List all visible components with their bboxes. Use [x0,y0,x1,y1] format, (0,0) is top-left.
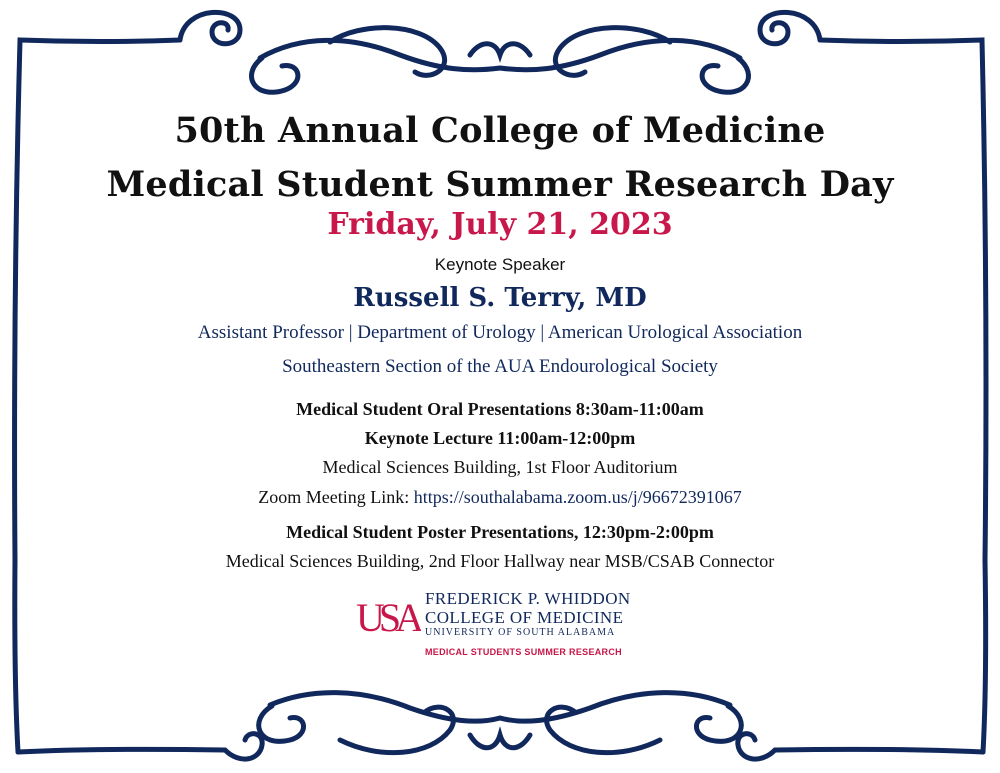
usa-monogram-text: USA [356,595,419,639]
zoom-link[interactable]: https://southalabama.zoom.us/j/96672391067 [413,487,742,507]
event-title-line2: Medical Student Summer Research Day [106,164,894,205]
zoom-label: Zoom Meeting Link: [258,487,414,507]
location-auditorium: Medical Sciences Building, 1st Floor Auditorium [322,457,678,477]
keynote-lecture: Keynote Lecture 11:00am-12:00pm [364,428,636,448]
zoom-line [0,487,1000,508]
college-name-line1: FREDERICK P. WHIDDON [425,589,631,608]
college-name [425,589,631,639]
event-date: Friday, July 21, 2023 [327,207,673,242]
college-logo [355,589,655,659]
poster-presentations: Medical Student Poster Presentations, 12:30pm-2:00pm [286,522,714,542]
speaker-name: Russell S. Terry, MD [353,283,647,313]
keynote-label: Keynote Speaker [434,255,566,274]
college-name-line2: COLLEGE OF MEDICINE [425,608,624,627]
event-title-line1: 50th Annual College of Medicine [174,110,826,151]
location-hallway: Medical Sciences Building, 2nd Floor Hallway near MSB/CSAB Connector [225,551,775,571]
speaker-roles-line1: Assistant Professor | Department of Urology | American Urological Association [197,322,803,343]
speaker-roles-line2: Southeastern Section of the AUA Endourological Society [282,356,718,377]
usa-monogram-logo [355,589,421,639]
university-name: UNIVERSITY OF SOUTH ALABAMA [425,627,616,638]
oral-presentations: Medical Student Oral Presentations 8:30am-11:00am [296,399,704,419]
program-tagline: MEDICAL STUDENTS SUMMER RESEARCH [425,647,622,657]
